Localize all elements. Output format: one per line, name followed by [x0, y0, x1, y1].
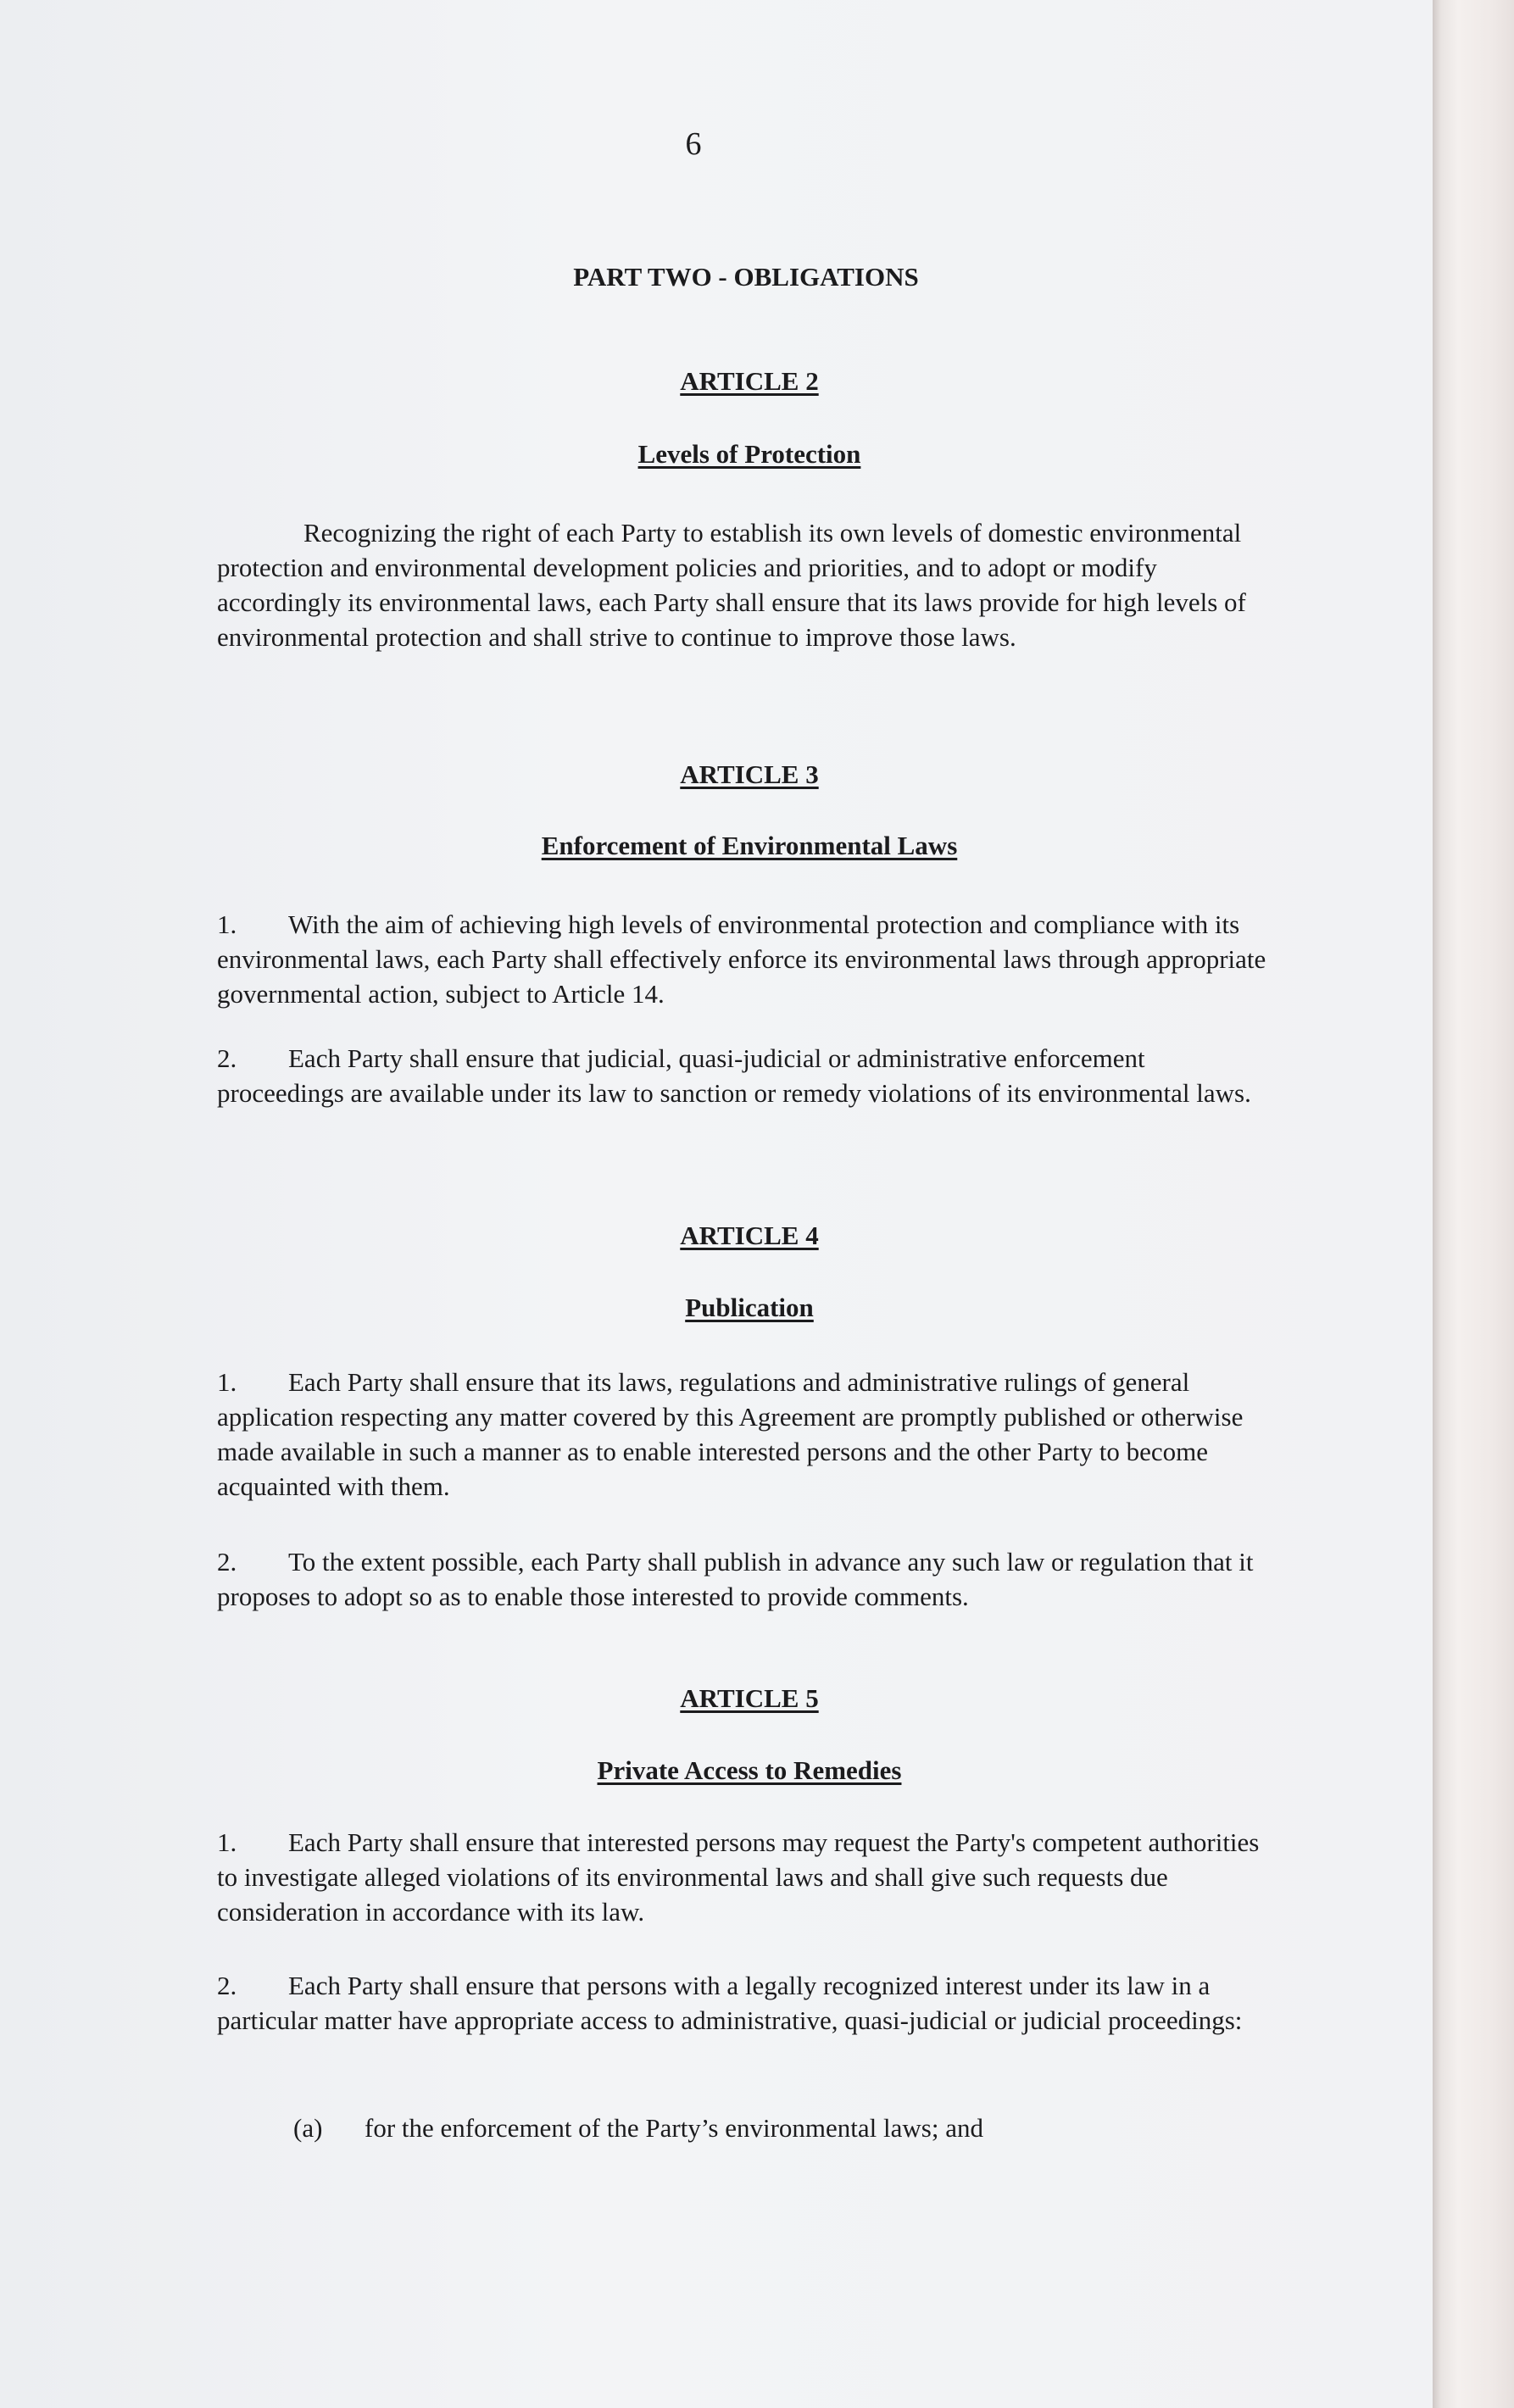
paragraph-text: Each Party shall ensure that interested persons may request the Party's competent authorities to investigate alleged violations of its environmental laws and shall give such requests due consideration in accordance with its law. [217, 1827, 1260, 1927]
paragraph-text: To the extent possible, each Party shall publish in advance any such law or regulation that it proposes to adopt so as to enable those interested to provide comments. [217, 1547, 1254, 1611]
paragraph-number: 2. [217, 1971, 237, 2000]
article-4-subheading: Publication [685, 1293, 814, 1322]
article-2-heading: ARTICLE 2 [680, 366, 819, 396]
paragraph-number: 1. [217, 1367, 237, 1397]
subparagraph-label: (a) [293, 2113, 323, 2143]
article-3-subheading: Enforcement of Environmental Laws [541, 831, 958, 860]
page-binding-edge [1433, 0, 1514, 2408]
part-title: PART TWO - OBLIGATIONS [573, 262, 919, 292]
paragraph-text: Each Party shall ensure that its laws, regulations and administrative rulings of general application respecting any matter covered by this Agreement are promptly published or otherwise made available in such a manner as to enable interested persons and the other Party to become acquainted with them. [217, 1367, 1244, 1501]
paragraph-number: 1. [217, 909, 237, 939]
paragraph-number: 2. [217, 1547, 237, 1577]
article-5-paragraph-1 [217, 1825, 1277, 1929]
article-5-subparagraph-a [293, 2110, 1277, 2145]
article-3-paragraph-1 [217, 907, 1277, 1011]
article-4-paragraph-1 [217, 1365, 1277, 1504]
paragraph-text: With the aim of achieving high levels of environmental protection and compliance with its environmental laws, each Party shall effectively enforce its environmental laws through appropriate governmental action, subject to Article 14. [217, 909, 1266, 1009]
article-4-paragraph-2 [217, 1544, 1277, 1614]
article-4-heading: ARTICLE 4 [680, 1221, 819, 1250]
article-3-heading: ARTICLE 3 [680, 759, 819, 789]
paragraph-text: Each Party shall ensure that judicial, quasi-judicial or administrative enforcement proceedings are available under its law to sanction or remedy violations of its environmental laws. [217, 1043, 1251, 1108]
paragraph-text: Each Party shall ensure that persons with a legally recognized interest under its law in a particular matter have appropriate access to administrative, quasi-judicial or judicial proceedings: [217, 1971, 1243, 2035]
page-number: 6 [685, 126, 702, 162]
article-5-heading: ARTICLE 5 [680, 1683, 819, 1713]
subparagraph-text: for the enforcement of the Party’s environmental laws; and [365, 2113, 983, 2143]
article-2-text: Recognizing the right of each Party to establish its own levels of domestic environmental protection and environmental development policies and priorities, and to adopt or modify accordingly its environmental laws, each Party shall ensure that its laws provide for high levels of environmental protection and shall strive to continue to improve those laws. [217, 518, 1246, 652]
article-5-subheading: Private Access to Remedies [597, 1755, 902, 1785]
article-2-subheading: Levels of Protection [637, 439, 861, 469]
article-5-paragraph-2 [217, 1968, 1277, 2038]
paragraph-number: 1. [217, 1827, 237, 1857]
paragraph-number: 2. [217, 1043, 237, 1073]
article-3-paragraph-2 [217, 1041, 1277, 1110]
